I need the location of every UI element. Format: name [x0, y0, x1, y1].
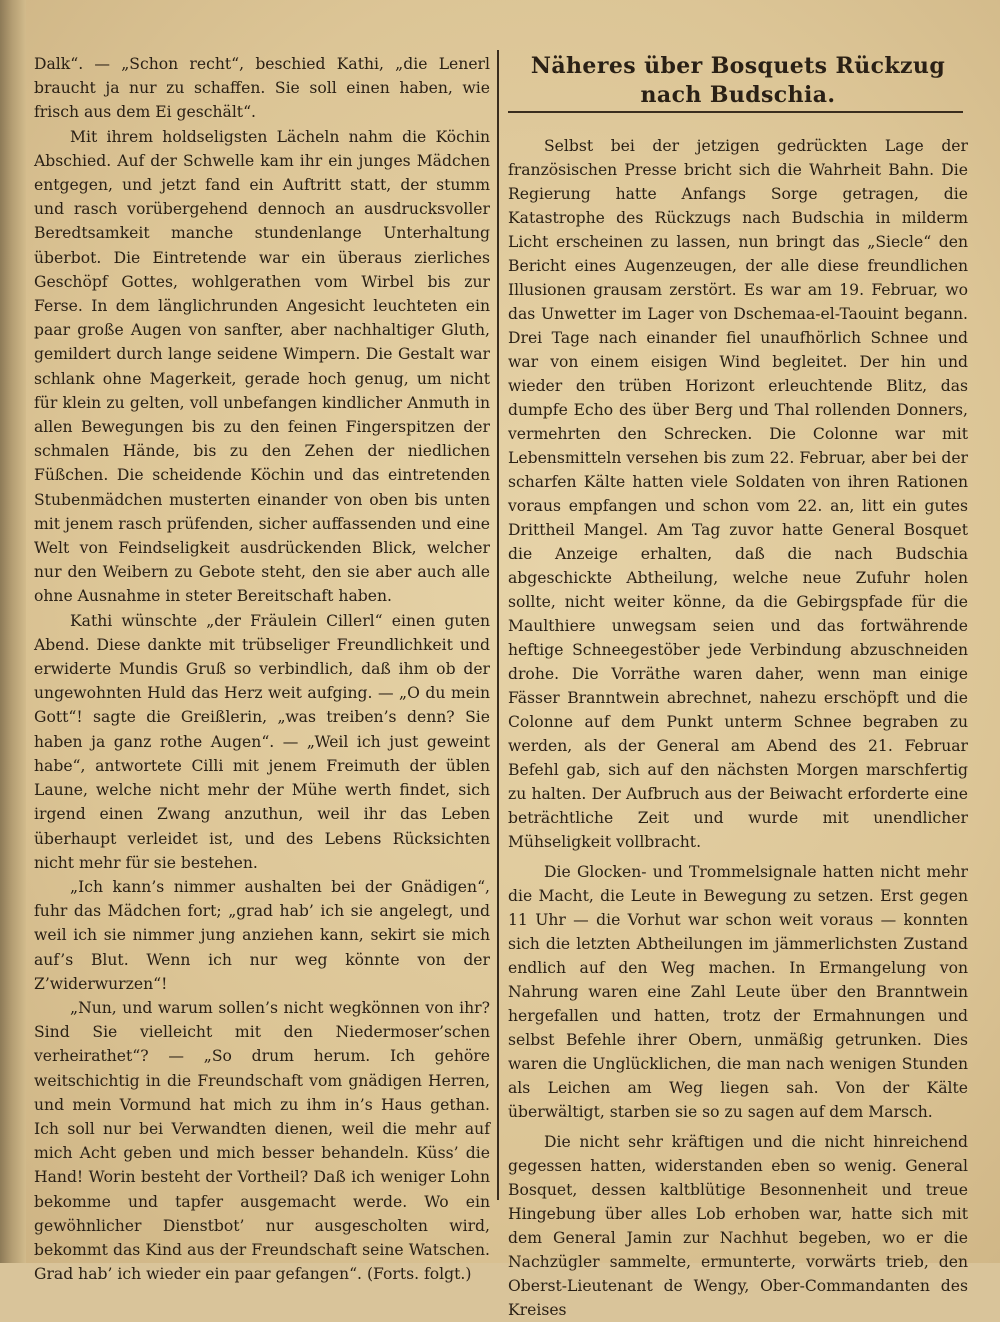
- right-paragraph-3: Die nicht sehr kräftigen und die nicht hinreichend gegessen hatten, widerstanden eben so wenig. General Bosquet, dessen kaltblütige Besonnenheit und treue Hingebung über alles Lob erhoben war, hatte sich mit dem General Jamin zur Nachhut begeben, wo er die Nachzügler sammelte, ermunterte, vorwärts trieb, den Oberst-Lieutenant de Wengy, Ober-Commandanten des Kreises: [508, 1133, 968, 1319]
- page-binding-shadow: [0, 0, 26, 1263]
- right-paragraph-2: Die Glocken- und Trommelsignale hatten nicht mehr die Macht, die Leute in Bewegung zu setzen. Erst gegen 11 Uhr — die Vorhut war schon weit voraus — konnten sich die letzten Abtheilungen im jämmerlichsten Zustand endlich auf den Weg machen. In Ermangelung von Nahrung waren eine Zahl Leute über den Branntwein hergefallen und hatten, trotz der Ermahnungen und selbst Befehle ihrer Obern, unmäßig getrunken. Dies waren die Unglücklichen, die man nach wenigen Stunden als Leichen am Weg liegen sah. Von der Kälte überwältigt, starben sie so zu sagen auf dem Marsch.: [508, 863, 968, 1121]
- left-column: [34, 52, 490, 1286]
- right-paragraph-1: Selbst bei der jetzigen gedrückten Lage der französischen Presse bricht sich die Wahrheit Bahn. Die Regierung hatte Anfangs Sorge getragen, die Katastrophe des Rückzugs nach Budschia in milderm Licht erscheinen zu lassen, nun bringt das „Siecle“ den Bericht eines Augenzeugen, der alle diese freundlichen Illusionen grausam zerstört. Es war am 19. Februar, wo das Unwetter im Lager von Dschemaa-el-Taouint begann. Drei Tage nach einander fiel unaufhörlich Schnee und war von einem eisigen Wind begleitet. Der hin und wieder den trüben Horizont erleuchtende Blitz, das dumpfe Echo des über Berg und Thal rollenden Donners, vermehrten den Schrecken. Die Colonne war mit Lebensmitteln versehen bis zum 22. Februar, aber bei der scharfen Kälte hatten viele Soldaten von ihren Rationen voraus empfangen und schon vom 22. an, litt ein gutes Drittheil Mangel. Am Tag zuvor hatte General Bosquet die Anzeige erhalten, daß die nach Budschia abgeschickte Abtheilung, welche neue Zufuhr holen sollte, nicht weiter könne, da die Gebirgspfade für die Maulthiere unwegsam seien und das fortwährende heftige Schneegestöber jede Verbindung abzuschneiden drohe. Die Vorräthe waren daher, wenn man einige Fässer Branntwein abrechnet, nahezu erschöpft und die Colonne auf dem Punkt unterm Schnee begraben zu werden, als der General am Abend des 21. Februar Befehl gab, sich auf den nächsten Morgen marschfertig zu halten. Der Aufbruch aus der Beiwacht erforderte eine beträchtliche Zeit und wurde mit unendlicher Mühseligkeit vollbracht.: [508, 137, 968, 851]
- article-title: Näheres über Bosquets Rückzug nach Budschia.: [530, 53, 946, 108]
- left-paragraph-3: Kathi wünschte „der Fräulein Cillerl“ einen guten Abend. Diese dankte mit trübseliger Freundlichkeit und erwiderte Mundis Gruß so verbindlich, daß ihm ob der ungewohnten Huld das Herz weit aufging. — „O du mein Gott“! sagte die Greißlerin, „was treiben’s denn? Sie haben ja ganz rothe Augen“. — „Weil ich just geweint habe“, antwortete Cilli mit jenem Freimuth der üblen Laune, welche nicht mehr der Mühe werth findet, sich irgend einen Zwang anzuthun, weil ihr das Leben überhaupt verleidet ist, und des Lebens Rücksichten nicht mehr für sie bestehen.: [34, 611, 490, 872]
- right-column: [508, 52, 968, 1322]
- left-paragraph-2: Mit ihrem holdseligsten Lächeln nahm die Köchin Abschied. Auf der Schwelle kam ihr ein junges Mädchen entgegen, und jetzt fand ein Auftritt statt, der stumm und rasch vorübergehend dennoch an ausdrucksvoller Beredtsamkeit manche stundenlange Unterhaltung überbot. Die Eintretende war ein überaus zierliches Geschöpf Gottes, wohlgerathen vom Wirbel bis zur Ferse. In dem länglichrunden Angesicht leuchteten ein paar große Augen von sanfter, aber nachhaltiger Gluth, gemildert durch lange seidene Wimpern. Die Gestalt war schlank ohne Magerkeit, gerade hoch genug, um nicht für klein zu gelten, voll unbefangen kindlicher Anmuth in allen Bewegungen bis zu den feinen Fingerspitzen der schmalen Hände, bis zu den Zehen der niedlichen Füßchen. Die scheidende Köchin und das eintretenden Stubenmädchen musterten einander von oben bis unten mit jenem rasch prüfenden, sicher auffassenden und eine Welt von Feindseligkeit ausdrückenden Blick, welcher nur den Weibern zu Gebote steht, den sie aber auch alle ohne Ausnahme in steter Bereitschaft haben.: [34, 127, 490, 606]
- column-divider: [497, 50, 499, 1200]
- left-paragraph-4: „Ich kann’s nimmer aushalten bei der Gnädigen“, fuhr das Mädchen fort; „grad hab’ ich sie angelegt, und weil ich sie nimmer jung anziehen kann, sekirt sie mich auf’s Blut. Wenn ich nur weg könnte von der Z’widerwurzen“!: [34, 877, 490, 993]
- left-paragraph-5: „Nun, und warum sollen’s nicht wegkönnen von ihr? Sind Sie vielleicht mit den Niedermoser’schen verheirathet“? — „So drum herum. Ich gehöre weitschichtig in die Freundschaft vom gnädigen Herren, und mein Vormund hat mich zu ihm in’s Haus gethan. Ich soll nur bei Verwandten dienen, weil die mehr auf mich Acht geben und mich besser behandeln. Küss’ die Hand! Worin besteht der Vortheil? Daß ich weniger Lohn bekomme und tapfer ausgemacht werde. Wo ein gewöhnlicher Dienstbot’ nur ausgescholten wird, bekommt das Kind aus der Freundschaft seine Watschen. Grad hab’ ich wieder ein paar gefangen“. (Forts. folgt.): [34, 998, 490, 1284]
- left-paragraph-1: Dalk“. — „Schon recht“, beschied Kathi, „die Lenerl braucht ja nur zu schaffen. Sie soll einen haben, wie frisch aus dem Ei geschält“.: [34, 55, 490, 122]
- title-underline-rule: [508, 111, 963, 113]
